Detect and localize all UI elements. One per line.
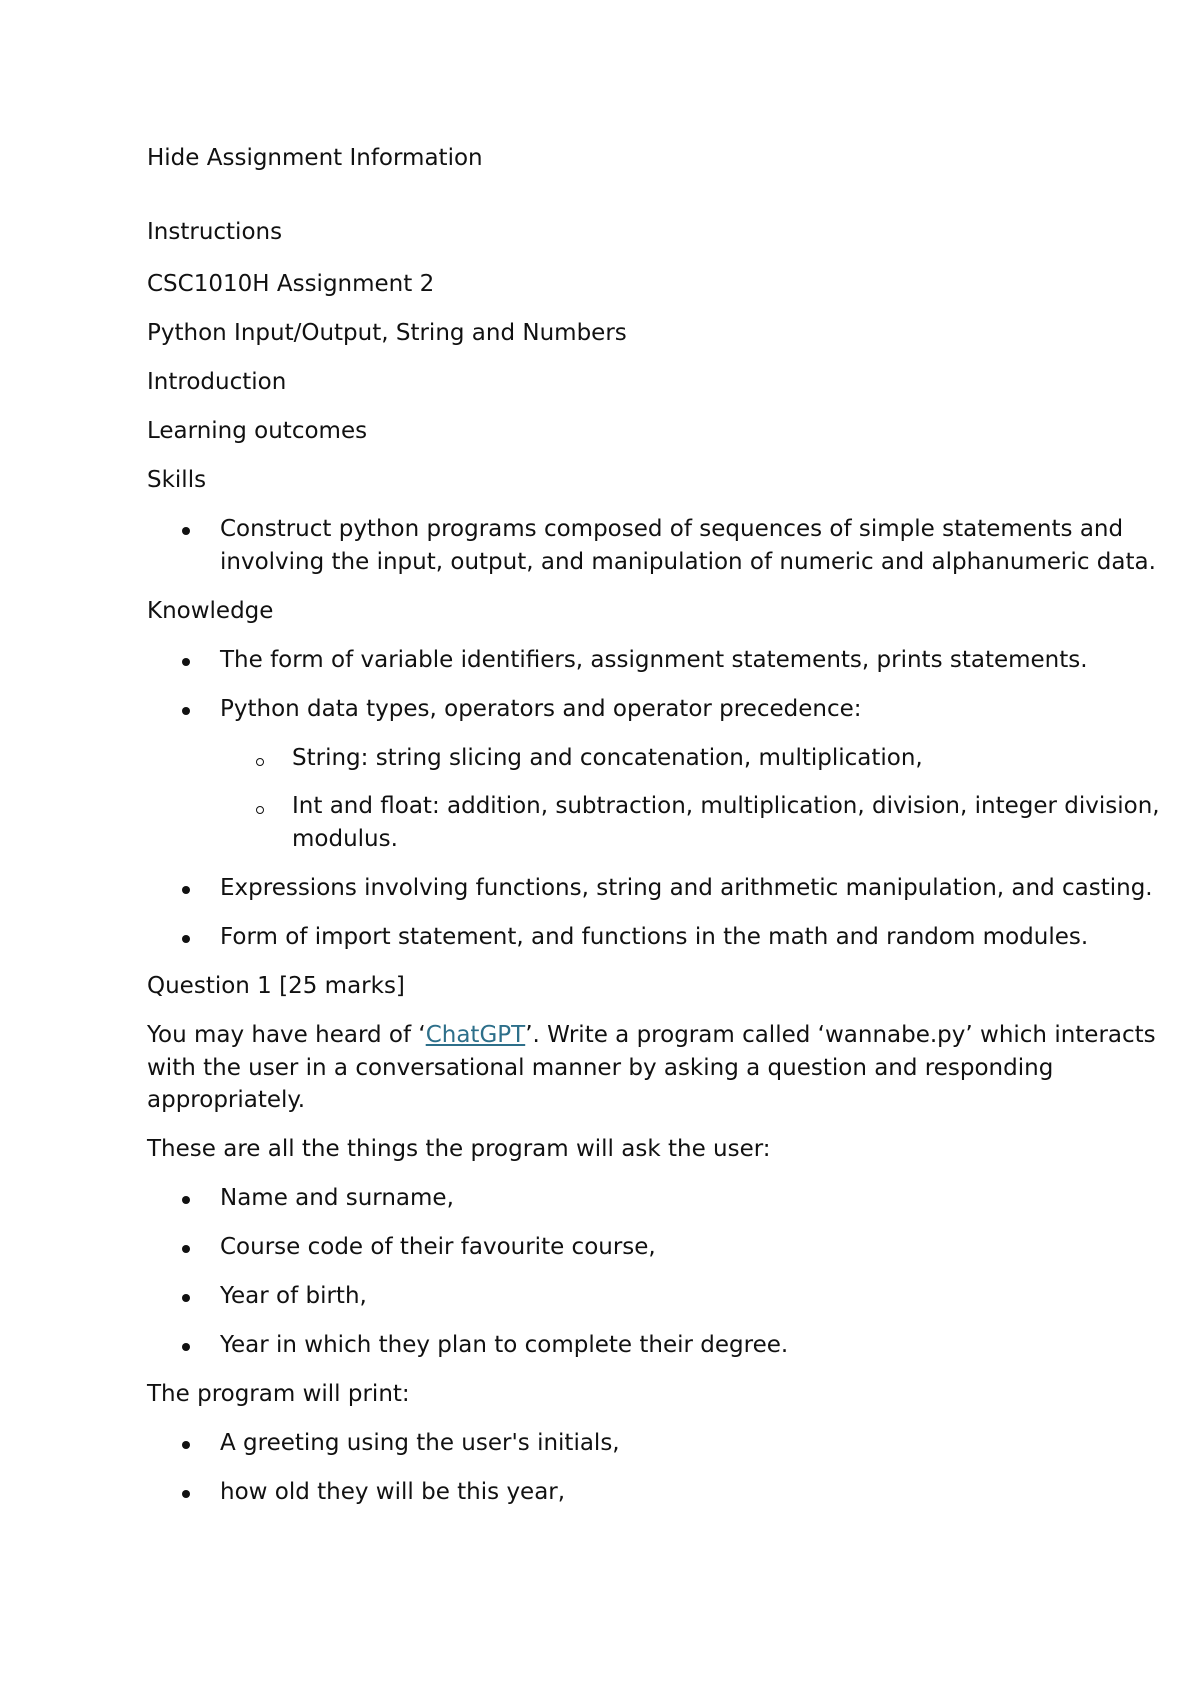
- knowledge-sub-bullet-text: String: string slicing and concatenation, multiplication,: [292, 745, 923, 771]
- learning-outcomes-heading: Learning outcomes: [147, 418, 368, 444]
- bullet-icon: [182, 707, 190, 715]
- circle-bullet-icon: [256, 806, 264, 814]
- skills-bullet-line-2: involving the input, output, and manipulation of numeric and alphanumeric data.: [220, 549, 1156, 575]
- prints-list-item-text: A greeting using the user's initials,: [220, 1430, 620, 1456]
- question-1-intro-line-1: [147, 1019, 1156, 1051]
- instructions-heading: Instructions: [147, 219, 283, 245]
- prints-intro: The program will print:: [147, 1381, 410, 1407]
- knowledge-sub-bullet-line-2: modulus.: [292, 826, 398, 852]
- asks-list-item-text: Course code of their favourite course,: [220, 1234, 656, 1260]
- bullet-icon: [182, 1294, 190, 1302]
- circle-bullet-icon: [256, 758, 264, 766]
- intro-text-before-link: You may have heard of ‘: [147, 1022, 426, 1048]
- introduction-heading: Introduction: [147, 369, 287, 395]
- asks-list-item-text: Name and surname,: [220, 1185, 454, 1211]
- asks-intro: These are all the things the program will ask the user:: [147, 1136, 771, 1162]
- chatgpt-link[interactable]: ChatGPT: [425, 1022, 526, 1048]
- bullet-icon: [182, 527, 190, 535]
- prints-list-item-text: how old they will be this year,: [220, 1479, 566, 1505]
- skills-bullet-line-1: Construct python programs composed of sequences of simple statements and: [220, 516, 1124, 542]
- hide-assignment-information-link[interactable]: Hide Assignment Information: [147, 145, 483, 171]
- asks-list-item-text: Year of birth,: [220, 1283, 367, 1309]
- asks-list-item-text: Year in which they plan to complete their degree.: [220, 1332, 789, 1358]
- bullet-icon: [182, 1196, 190, 1204]
- bullet-icon: [182, 658, 190, 666]
- bullet-icon: [182, 1490, 190, 1498]
- bullet-icon: [182, 1343, 190, 1351]
- question-1-intro-line-3: appropriately.: [147, 1087, 306, 1113]
- knowledge-bullet-text: The form of variable identifiers, assignment statements, prints statements.: [220, 647, 1088, 673]
- question-1-heading: Question 1 [25 marks]: [147, 973, 405, 999]
- course-title: CSC1010H Assignment 2: [147, 271, 435, 297]
- knowledge-bullet-text: Form of import statement, and functions in the math and random modules.: [220, 924, 1089, 950]
- assignment-subtitle: Python Input/Output, String and Numbers: [147, 320, 627, 346]
- knowledge-bullet-text: Expressions involving functions, string and arithmetic manipulation, and casting.: [220, 875, 1153, 901]
- skills-heading: Skills: [147, 467, 207, 493]
- knowledge-heading: Knowledge: [147, 598, 274, 624]
- bullet-icon: [182, 935, 190, 943]
- bullet-icon: [182, 1245, 190, 1253]
- intro-text-after-link: ’. Write a program called ‘wannabe.py’ which interacts: [525, 1022, 1156, 1048]
- question-1-intro-line-2: with the user in a conversational manner by asking a question and responding: [147, 1055, 1054, 1081]
- bullet-icon: [182, 1441, 190, 1449]
- knowledge-sub-bullet-line-1: Int and float: addition, subtraction, multiplication, division, integer division,: [292, 793, 1160, 819]
- bullet-icon: [182, 886, 190, 894]
- knowledge-bullet-text: Python data types, operators and operator precedence:: [220, 696, 862, 722]
